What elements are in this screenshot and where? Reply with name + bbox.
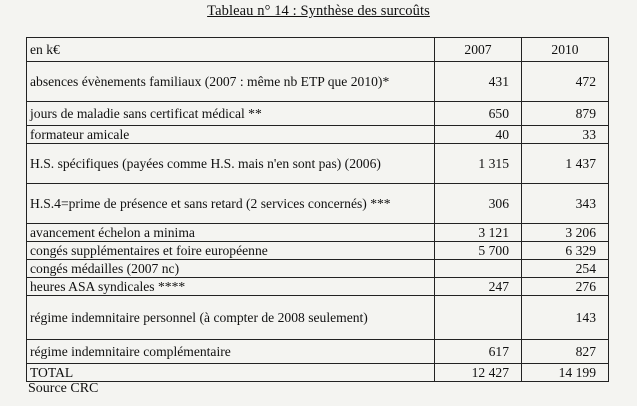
row-value-2007: 617	[435, 340, 522, 364]
table-row	[27, 242, 609, 260]
row-label: heures ASA syndicales ****	[27, 278, 435, 296]
total-value-2007: 12 427	[435, 364, 522, 382]
row-value-2007	[435, 296, 522, 340]
row-label: régime indemnitaire complémentaire	[27, 340, 435, 364]
row-value-2010: 879	[522, 102, 609, 126]
table-row	[27, 62, 609, 102]
row-label: jours de maladie sans certificat médical **	[27, 102, 435, 126]
table-row	[27, 260, 609, 278]
row-value-2007: 306	[435, 184, 522, 224]
table-row	[27, 224, 609, 242]
table-row	[27, 126, 609, 144]
row-value-2010: 343	[522, 184, 609, 224]
row-label: absences évènements familiaux (2007 : même nb ETP que 2010)*	[27, 62, 435, 102]
row-label: formateur amicale	[27, 126, 435, 144]
table-total-row	[27, 364, 609, 382]
row-label: H.S.4=prime de présence et sans retard (2 services concernés) ***	[27, 184, 435, 224]
table-row	[27, 296, 609, 340]
table-row	[27, 278, 609, 296]
total-label: TOTAL	[27, 364, 435, 382]
header-2010: 2010	[522, 38, 609, 62]
row-value-2010: 254	[522, 260, 609, 278]
row-value-2010: 1 437	[522, 144, 609, 184]
row-value-2010: 3 206	[522, 224, 609, 242]
table-row	[27, 184, 609, 224]
total-value-2010: 14 199	[522, 364, 609, 382]
row-value-2007	[435, 260, 522, 278]
table-header-row	[27, 38, 609, 62]
row-label: congés médailles (2007 nc)	[27, 260, 435, 278]
surcout-table	[26, 37, 609, 382]
source-note: Source CRC	[28, 381, 99, 396]
row-label: congés supplémentaires et foire européenne	[27, 242, 435, 260]
row-label: régime indemnitaire personnel (à compter de 2008 seulement)	[27, 296, 435, 340]
row-value-2010: 33	[522, 126, 609, 144]
header-unit: en k€	[27, 38, 435, 62]
row-value-2010: 143	[522, 296, 609, 340]
table-title: Tableau n° 14 : Synthèse des surcoûts	[207, 3, 430, 19]
row-value-2010: 827	[522, 340, 609, 364]
row-value-2007: 650	[435, 102, 522, 126]
table-row	[27, 102, 609, 126]
row-label: avancement échelon a minima	[27, 224, 435, 242]
row-value-2007: 40	[435, 126, 522, 144]
row-value-2010: 276	[522, 278, 609, 296]
row-value-2007: 5 700	[435, 242, 522, 260]
row-value-2007: 1 315	[435, 144, 522, 184]
header-2007: 2007	[435, 38, 522, 62]
row-value-2010: 6 329	[522, 242, 609, 260]
row-value-2007: 247	[435, 278, 522, 296]
row-value-2007: 431	[435, 62, 522, 102]
row-label: H.S. spécifiques (payées comme H.S. mais n'en sont pas) (2006)	[27, 144, 435, 184]
row-value-2010: 472	[522, 62, 609, 102]
table-row	[27, 340, 609, 364]
table-row	[27, 144, 609, 184]
row-value-2007: 3 121	[435, 224, 522, 242]
